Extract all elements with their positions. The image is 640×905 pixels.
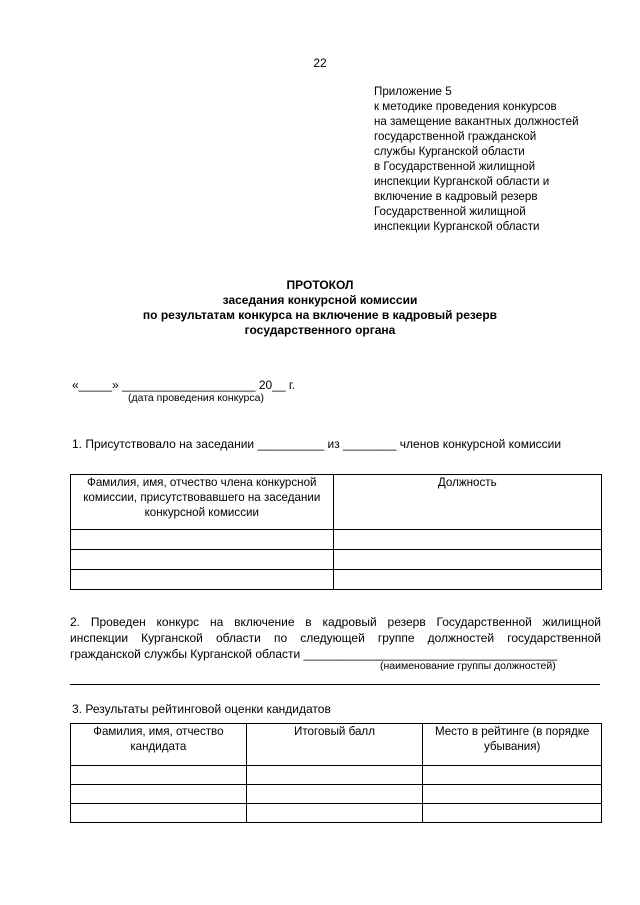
appendix-line: государственной гражданской xyxy=(374,130,537,143)
date-caption: (дата проведения конкурса) xyxy=(128,392,264,404)
rating-header-rank: Место в рейтинге (в порядке убывания) xyxy=(423,724,602,766)
rating-table xyxy=(70,723,602,823)
section2-line: гражданской службы Курганской области ______________________________________ xyxy=(70,647,558,661)
appendix-line: в Государственной жилищной xyxy=(374,160,536,173)
table-row xyxy=(71,530,602,550)
section2-line: 2. Проведен конкурс на включение в кадровый резерв Государственной жилищной xyxy=(70,615,601,629)
appendix-line: включение в кадровый резерв xyxy=(374,190,538,203)
rating-header-name: Фамилия, имя, отчество кандидата xyxy=(71,724,247,766)
blank-line xyxy=(70,684,600,685)
appendix-block xyxy=(374,84,579,234)
table-row xyxy=(71,766,602,785)
title-line: заседания конкурсной комиссии xyxy=(222,293,418,307)
page-number: 22 xyxy=(313,56,327,70)
title-line: по результатам конкурса на включение в кадровый резерв xyxy=(142,308,498,322)
section1-text: 1. Присутствовало на заседании __________ из ________ членов конкурсной комиссии xyxy=(72,437,562,451)
members-header-name: Фамилия, имя, отчество члена конкурсной комиссии, присутствовавшего на заседании конкурсной комиссии xyxy=(71,475,334,530)
members-table xyxy=(70,474,602,590)
section2-caption: (наименование группы должностей) xyxy=(380,660,556,672)
rating-table-header xyxy=(71,724,602,766)
section3-text: 3. Результаты рейтинговой оценки кандидатов xyxy=(72,702,331,716)
appendix-line: инспекции Курганской области xyxy=(374,220,540,233)
document-title xyxy=(0,278,640,338)
rating-header-score: Итоговый балл xyxy=(246,724,423,766)
table-row xyxy=(71,570,602,590)
appendix-line: к методике проведения конкурсов xyxy=(374,100,557,113)
title-heading: ПРОТОКОЛ xyxy=(286,278,354,292)
table-row xyxy=(71,550,602,570)
members-table-header xyxy=(71,475,602,530)
table-row xyxy=(71,785,602,804)
section2-text xyxy=(70,614,601,662)
appendix-line: Приложение 5 xyxy=(374,85,452,98)
appendix-line: инспекции Курганской области и xyxy=(374,175,550,188)
title-line: государственного органа xyxy=(244,323,396,337)
date-field: «_____» ____________________ 20__ г. xyxy=(72,378,296,392)
appendix-line: Государственной жилищной xyxy=(374,205,526,218)
table-row xyxy=(71,804,602,823)
members-header-position: Должность xyxy=(333,475,601,530)
section2-line: инспекции Курганской области по следующей группе должностей государственной xyxy=(70,631,601,645)
appendix-line: службы Курганской области xyxy=(374,145,525,158)
appendix-line: на замещение вакантных должностей xyxy=(374,115,579,128)
